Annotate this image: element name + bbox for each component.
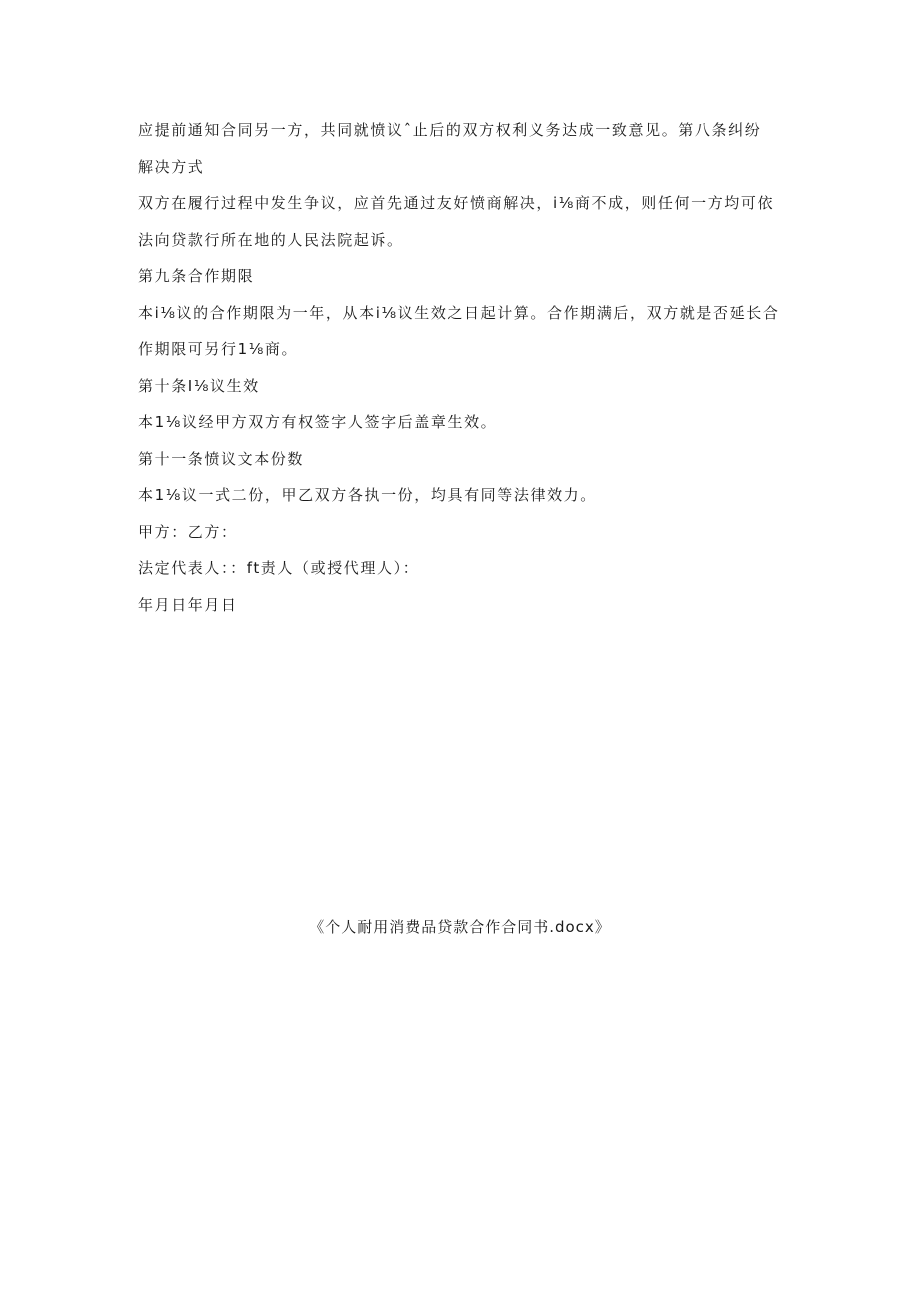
section-heading: 第九条合作期限 (138, 267, 255, 285)
document-body (138, 112, 786, 623)
date-labels: 年月日年月日 (138, 595, 238, 614)
section-heading: 第十条I⅛议生效 (138, 376, 260, 395)
text-line: 本1⅛议一式二份，甲乙双方各执一份，均具有同等法律效力。 (138, 486, 597, 504)
document-file-title: 《个人耐用消费品贷款合作合同书.docx》 (309, 918, 611, 936)
section-heading: 第十一条愤议文本份数 (138, 449, 305, 468)
text-line: 本i⅛议的合作期限为一年，从本i⅛议生效之日起计算。合作期满后，双方就是否延长合 (138, 303, 780, 322)
text-line: 本1⅛议经甲方双方有权签字人签字后盖章生效。 (138, 413, 498, 431)
text-line: 法向贷款行所在地的人民法院起诉。 (138, 230, 404, 249)
text-line: 解决方式 (138, 157, 205, 176)
representative-labels: 法定代表人：：ft责人（或授代理人）： (138, 559, 420, 577)
text-line: 应提前通知合同另一方，共同就愤议ˆ止后的双方权利义务达成一致意见。第八条纠纷 (138, 121, 762, 139)
text-line: 双方在履行过程中发生争议，应首先通过友好愤商解决，i⅛商不成，则任何一方均可依 (138, 194, 775, 212)
party-labels: 甲方：乙方： (138, 522, 238, 541)
text-line: 作期限可另行1⅛商。 (138, 340, 299, 358)
